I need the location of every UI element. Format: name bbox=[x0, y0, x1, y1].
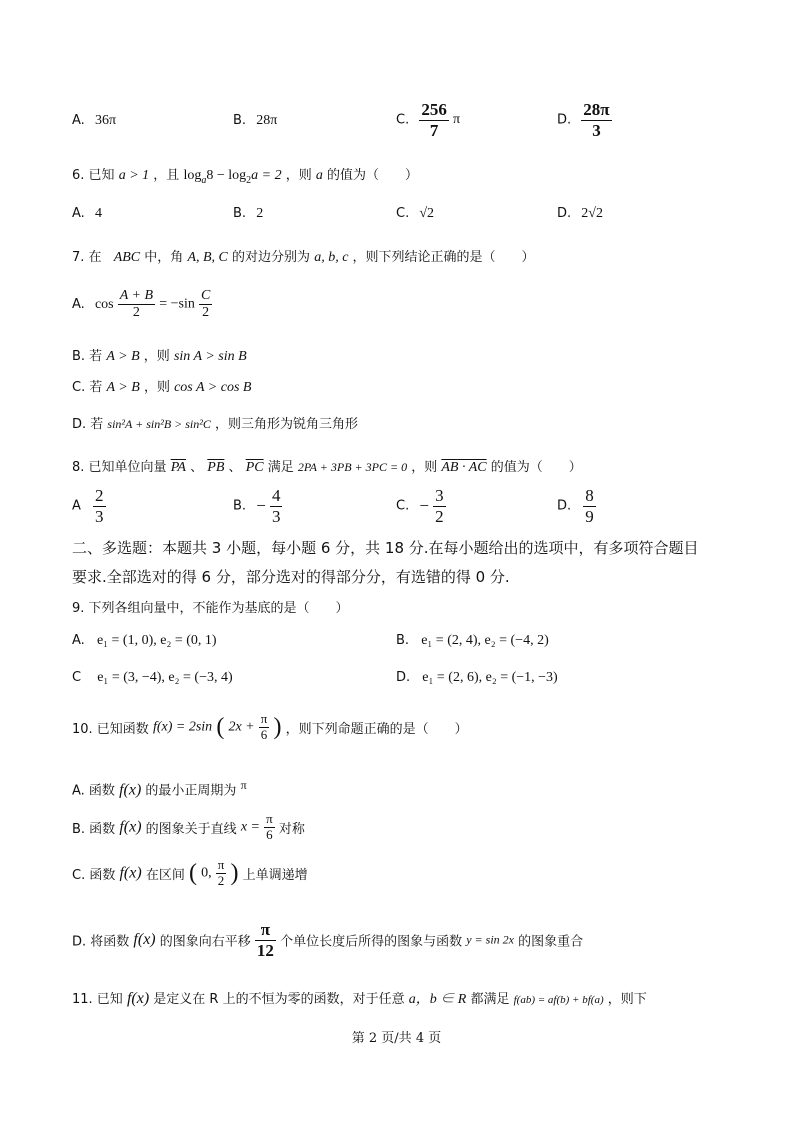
math: A, B, C bbox=[187, 250, 228, 265]
denominator: 3 bbox=[95, 506, 104, 526]
question-7-stem bbox=[72, 246, 535, 266]
math: x = bbox=[240, 819, 260, 835]
option-label: C bbox=[72, 670, 82, 685]
text: 10. 已知函数 bbox=[72, 721, 149, 737]
option-label: D. bbox=[557, 498, 572, 514]
sign: − bbox=[419, 496, 429, 516]
math: f(x) = 2sin bbox=[152, 719, 213, 735]
q9-option-d bbox=[396, 670, 558, 686]
numerator: π bbox=[266, 811, 273, 826]
text: 的图象向右平移 bbox=[159, 934, 251, 950]
section-heading-line-2: 要求.全部选对的得 6 分，部分选对的得部分分，有选错的得 0 分. bbox=[72, 568, 510, 586]
text: ，则 bbox=[143, 380, 170, 395]
fraction bbox=[419, 100, 449, 140]
math-part: 8 − log bbox=[206, 168, 247, 183]
math: π bbox=[240, 778, 247, 792]
math: f(x) bbox=[119, 818, 142, 836]
q8-option-c bbox=[396, 486, 446, 526]
denominator: 2 bbox=[217, 872, 225, 888]
numerator: 8 bbox=[585, 486, 594, 505]
denominator: 12 bbox=[256, 940, 274, 960]
text: ，则 bbox=[285, 168, 312, 183]
vector: $\overline{PC}$ bbox=[245, 460, 264, 475]
text: ，且 bbox=[153, 168, 180, 183]
option-value: 28π bbox=[256, 113, 278, 128]
text: 的值为（ ） bbox=[327, 168, 419, 183]
q7-option-a bbox=[72, 288, 212, 321]
denominator: 9 bbox=[585, 506, 594, 526]
q7-option-d bbox=[72, 413, 358, 432]
q6-option-b bbox=[233, 206, 263, 222]
text: 的最小正周期为 bbox=[145, 783, 237, 799]
option-label: B. bbox=[233, 113, 247, 128]
text: D. 若 bbox=[72, 417, 104, 432]
sign: − bbox=[256, 496, 266, 516]
q8-option-a bbox=[72, 486, 106, 526]
text: ，则 bbox=[143, 349, 170, 364]
text: 在区间 bbox=[145, 867, 185, 883]
option-label: B. bbox=[233, 498, 247, 514]
vector: $\overline{PA}$ bbox=[170, 460, 186, 475]
text: 都满足 bbox=[470, 992, 510, 1007]
option-value: e₁ = (3, −4), e₂ = (−3, 4) bbox=[97, 670, 233, 685]
option-label: A. bbox=[72, 113, 85, 128]
text: 对称 bbox=[278, 821, 305, 837]
option-label: C. bbox=[396, 112, 410, 128]
fraction bbox=[93, 486, 106, 526]
math: A > B bbox=[106, 349, 140, 364]
math-part: log bbox=[183, 168, 202, 183]
math: A > B bbox=[106, 380, 140, 395]
option-label: C. bbox=[396, 498, 410, 514]
option-value: e₁ = (1, 0), e₂ = (0, 1) bbox=[96, 633, 217, 648]
text: 6. 已知 bbox=[72, 168, 115, 183]
paren-open: ( bbox=[216, 713, 225, 740]
option-label: B. bbox=[396, 633, 410, 648]
math: f(x) bbox=[126, 990, 150, 1007]
option-label: D. bbox=[557, 206, 572, 221]
text: 的值为（ ） bbox=[490, 460, 582, 475]
q10-option-d bbox=[72, 920, 583, 960]
question-11-stem bbox=[72, 988, 647, 1008]
fraction bbox=[264, 812, 275, 843]
text: 的图象关于直线 bbox=[145, 821, 237, 837]
subscript: 2 bbox=[246, 174, 252, 186]
text: ，则三角形为锐角三角形 bbox=[215, 417, 359, 432]
math: f(x) bbox=[119, 864, 142, 882]
math: f(x) bbox=[133, 931, 156, 949]
denominator: 2 bbox=[202, 305, 210, 321]
numerator: 2 bbox=[95, 486, 104, 505]
math: f(x) bbox=[119, 781, 142, 799]
math: = −sin bbox=[159, 296, 195, 312]
q5-option-b bbox=[233, 113, 277, 129]
math: a, b, c bbox=[314, 250, 349, 265]
q5-option-a bbox=[72, 113, 116, 129]
q9-option-c bbox=[72, 670, 233, 686]
option-value: √2 bbox=[419, 206, 435, 221]
fraction bbox=[581, 100, 611, 140]
math: f(ab) = af(b) + bf(a) bbox=[513, 994, 604, 1006]
option-label: D. bbox=[396, 670, 411, 685]
vector: $\overline{PB}$ bbox=[207, 460, 225, 475]
q7-option-c bbox=[72, 376, 251, 396]
option-value: e₁ = (2, 6), e₂ = (−1, −3) bbox=[422, 670, 558, 685]
option-value: π bbox=[453, 112, 461, 128]
text: ，则 bbox=[411, 460, 438, 475]
math: AB · AC bbox=[441, 460, 487, 475]
option-label: D. bbox=[557, 112, 572, 128]
text: 的图象重合 bbox=[518, 934, 584, 950]
q6-option-d bbox=[557, 206, 603, 222]
option-value: 2√2 bbox=[581, 206, 603, 221]
option-label: C. bbox=[396, 206, 410, 221]
text: 的对边分别为 bbox=[232, 250, 311, 265]
math: cos bbox=[94, 296, 114, 312]
paren-open: ( bbox=[188, 859, 197, 886]
paren-close: ) bbox=[230, 859, 239, 886]
fraction bbox=[255, 920, 276, 960]
denominator: 3 bbox=[271, 506, 281, 526]
q6-option-a bbox=[72, 206, 102, 222]
text: ，则下 bbox=[607, 992, 647, 1007]
denominator: 6 bbox=[260, 726, 268, 742]
text: B. 若 bbox=[72, 349, 103, 364]
fraction bbox=[583, 486, 596, 526]
option-value: 36π bbox=[94, 113, 117, 128]
text: ，则下列结论正确的是（ ） bbox=[352, 250, 535, 265]
numerator: π bbox=[255, 920, 276, 941]
option-label: A bbox=[72, 498, 81, 514]
option-value: 2 bbox=[256, 206, 264, 221]
text: D. 将函数 bbox=[72, 934, 130, 950]
question-10-stem bbox=[72, 712, 468, 743]
math: sin²A + sin²B > sin²C bbox=[107, 417, 211, 431]
text: 、 bbox=[190, 460, 204, 475]
denominator: 2 bbox=[435, 506, 444, 526]
denominator: 6 bbox=[266, 826, 273, 842]
q7-option-b bbox=[72, 345, 247, 365]
text: 个单位长度后所得的图象与函数 bbox=[280, 934, 463, 950]
numerator: A + B bbox=[118, 288, 155, 305]
math: y = sin 2x bbox=[466, 932, 514, 947]
math: cos A > cos B bbox=[174, 380, 252, 395]
option-value: 4 bbox=[94, 206, 102, 221]
numerator: 256 bbox=[421, 100, 447, 119]
option-value: e₁ = (2, 4), e₂ = (−4, 2) bbox=[421, 633, 549, 648]
q5-option-d bbox=[557, 100, 612, 140]
text: 中，角 bbox=[144, 250, 184, 265]
option-label: A. bbox=[72, 633, 85, 648]
q9-option-b bbox=[396, 633, 549, 649]
q6-option-c bbox=[396, 206, 434, 222]
text: 、 bbox=[228, 460, 242, 475]
subscript: a bbox=[201, 174, 207, 186]
question-9-stem: 9. 下列各组向量中，不能作为基底的是（ ） bbox=[72, 601, 349, 616]
fraction bbox=[270, 486, 283, 526]
option-label: A. bbox=[72, 297, 85, 313]
q8-option-d bbox=[557, 486, 596, 526]
section-heading-line-1: 二、多选题：本题共 3 小题，每小题 6 分，共 18 分.在每小题给出的选项中，有多项符合题目 bbox=[72, 539, 699, 557]
math: ABC bbox=[113, 250, 141, 265]
denominator: 2 bbox=[132, 305, 140, 321]
text: 上单调递增 bbox=[242, 867, 308, 883]
math: a，b ∈ R bbox=[408, 992, 467, 1007]
math: a bbox=[315, 168, 323, 183]
numerator: π bbox=[217, 857, 225, 872]
text: 11. 已知 bbox=[72, 992, 123, 1007]
math: 2PA + 3PB + 3PC = 0 bbox=[297, 460, 408, 474]
math bbox=[183, 168, 282, 186]
math: 2x + bbox=[228, 719, 255, 735]
paren-close: ) bbox=[273, 713, 282, 740]
q8-option-b bbox=[233, 486, 282, 526]
math: sin A > sin B bbox=[173, 349, 247, 364]
denominator: 7 bbox=[429, 120, 439, 140]
text: C. 若 bbox=[72, 380, 103, 395]
numerator: 4 bbox=[271, 486, 281, 505]
text: 是定义在 R 上的不恒为零的函数，对于任意 bbox=[153, 992, 405, 1007]
fraction bbox=[216, 858, 227, 889]
math: 0, bbox=[201, 865, 212, 881]
text: B. 函数 bbox=[72, 821, 116, 837]
text: ，则下列命题正确的是（ ） bbox=[285, 721, 468, 737]
question-8-stem bbox=[72, 456, 582, 476]
page-number: 第 2 页/共 4 页 bbox=[351, 1031, 442, 1046]
q9-option-a bbox=[72, 633, 217, 649]
text: 7. 在 bbox=[72, 250, 102, 265]
option-label: B. bbox=[233, 206, 247, 221]
fraction bbox=[199, 288, 212, 321]
math-part: a = 2 bbox=[251, 168, 282, 183]
q10-option-c bbox=[72, 858, 308, 889]
numerator: C bbox=[199, 288, 212, 305]
numerator: 3 bbox=[435, 486, 444, 505]
q5-option-c bbox=[396, 100, 460, 140]
denominator: 3 bbox=[592, 120, 601, 140]
numerator: 28π bbox=[583, 100, 610, 119]
option-label: A. bbox=[72, 206, 85, 221]
q10-option-b bbox=[72, 812, 305, 843]
math: a > 1 bbox=[118, 168, 150, 183]
text: A. 函数 bbox=[72, 783, 115, 799]
text: C. 函数 bbox=[72, 867, 116, 883]
text: 8. 已知单位向量 bbox=[72, 460, 167, 475]
text: 满足 bbox=[267, 460, 294, 475]
fraction bbox=[118, 288, 155, 321]
question-6-stem bbox=[72, 164, 418, 186]
q10-option-a bbox=[72, 778, 247, 799]
fraction bbox=[259, 712, 270, 743]
fraction bbox=[433, 486, 446, 526]
numerator: π bbox=[260, 711, 268, 726]
